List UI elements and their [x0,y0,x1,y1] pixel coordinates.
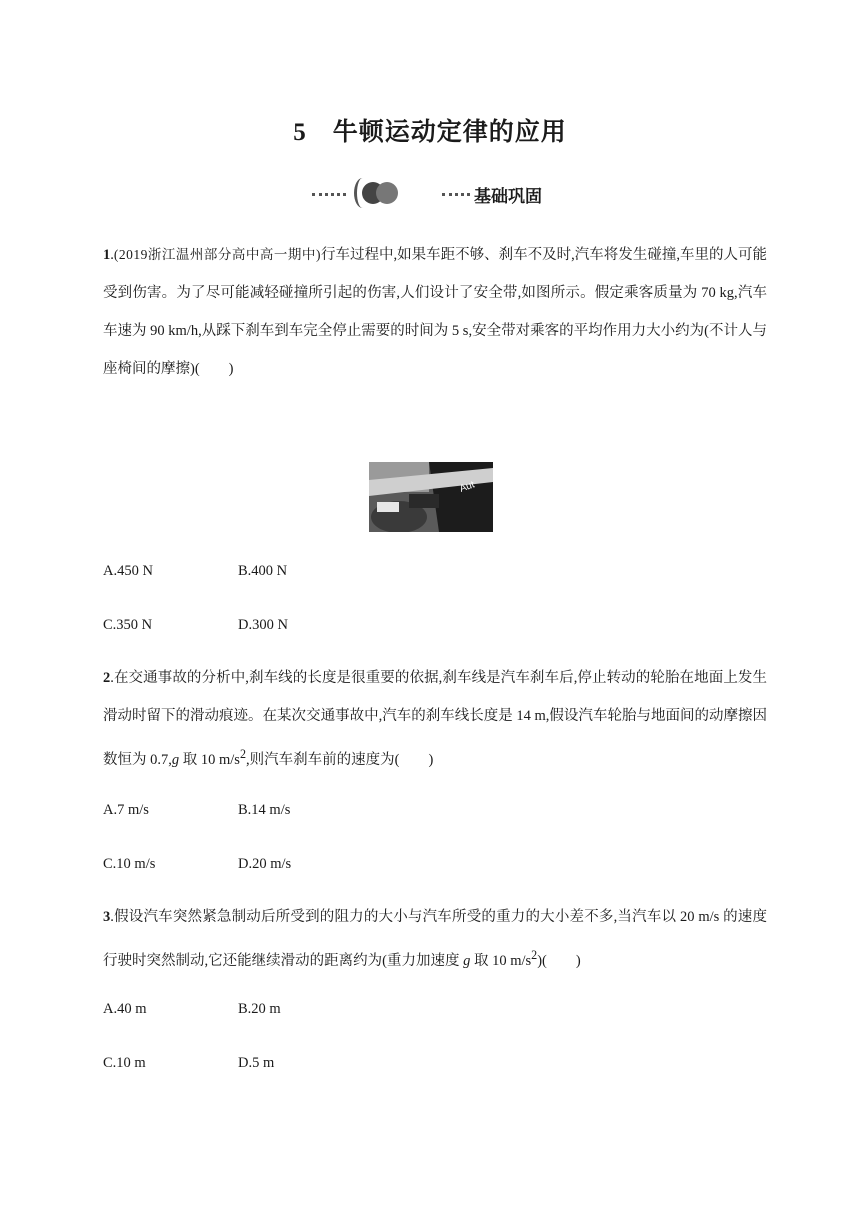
dotted-divider-left [312,193,346,196]
option-d: D.20 m/s [238,856,292,872]
option-a: A.7 m/s [103,802,149,818]
question-1: 1.(2019浙江温州部分高中高一期中)行车过程中,如果车距不够、刹车不及时,汽车将发生碰撞,车里的人可能受到伤害。为了尽可能减轻碰撞所引起的伤害,人们设计了安全带,如图所示。假定乘客质量为 70 kg,汽车车速为 90 km/h,从踩下刹车到车完全停止需要的时间为 5 s,安全带对乘客的平均作用力大小约为(不计人与座椅间的摩擦)( ) [103,247,767,377]
question-text: 行车过程中,如果车距不够、刹车不及时,汽车将发生碰撞,车里的人可能受到伤害。为了尽可能减轻碰撞所引起的伤害,人们设计了安全带,如图所示。假定乘客质量为 70 kg,汽车车速为 90 km/h,从踩下刹车到车完全停止需要的时间为 5 s,安全带对乘客的平均作用力大小约为(不计人与座椅间的摩擦)( ) [103,247,767,377]
chapter-title: 牛顿运动定律的应用 [332,117,567,146]
question-2: 2.在交通事故的分析中,刹车线的长度是很重要的依据,刹车线是汽车刹车后,停止转动的轮胎在地面上发生滑动时留下的滑动痕迹。在某次交通事故中,汽车的刹车线长度是 14 m,假设汽车轮胎与地面间的动摩擦因数恒为 0.7,g 取 10 $m/s^2$,则汽车刹车前的速度为( ) [103,670,767,768]
question-3: 3.假设汽车突然紧急制动后所受到的阻力的大小与汽车所受的重力的大小差不多,当汽车以 20 m/s 的速度行驶时突然制动,它还能继续滑动的距离约为(重力加速度 g 取 10 $m/s^2$)( ) [103,909,767,969]
variable-g: g [171,751,180,768]
question-number: 3 [103,909,111,925]
question-source: (2019浙江温州部分高中高一期中) [113,247,321,262]
option-b: B.400 N [238,563,288,579]
seatbelt-photo [369,462,493,532]
question-number: 2 [103,670,111,686]
option-a: A.40 m [103,1001,147,1017]
option-a: A.450 N [103,563,153,579]
option-b: B.20 m [238,1001,281,1017]
question-text: 在交通事故的分析中,刹车线的长度是很重要的依据,刹车线是汽车刹车后,停止转动的轮胎在地面上发生滑动时留下的滑动痕迹。在某次交通事故中,汽车的刹车线长度是 14 m,假设汽车轮胎与地面间的动摩擦因数恒为 0.7, [103,670,767,768]
option-c: C.350 N [103,617,153,633]
circles-badge-icon [354,180,402,208]
option-b: B.14 m/s [238,802,291,818]
svg-text:Aut: Aut [458,479,477,495]
question-text: 假设汽车突然紧急制动后所受到的阻力的大小与汽车所受的重力的大小差不多,当汽车以 20 m/s 的速度行驶时突然制动,它还能继续滑动的距离约为(重力加速度 [103,909,767,969]
question-number: 1 [103,247,111,263]
page-title [0,112,860,148]
chapter-number: 5 [293,119,307,146]
variable-g: g [463,952,471,969]
option-c: C.10 m [103,1055,146,1071]
option-d: D.300 N [238,617,288,633]
section-header [312,178,542,210]
option-c: C.10 m/s [103,856,156,872]
section-label: 基础巩固 [474,186,542,207]
option-d: D.5 m [238,1055,275,1071]
dotted-divider-right [442,193,470,196]
